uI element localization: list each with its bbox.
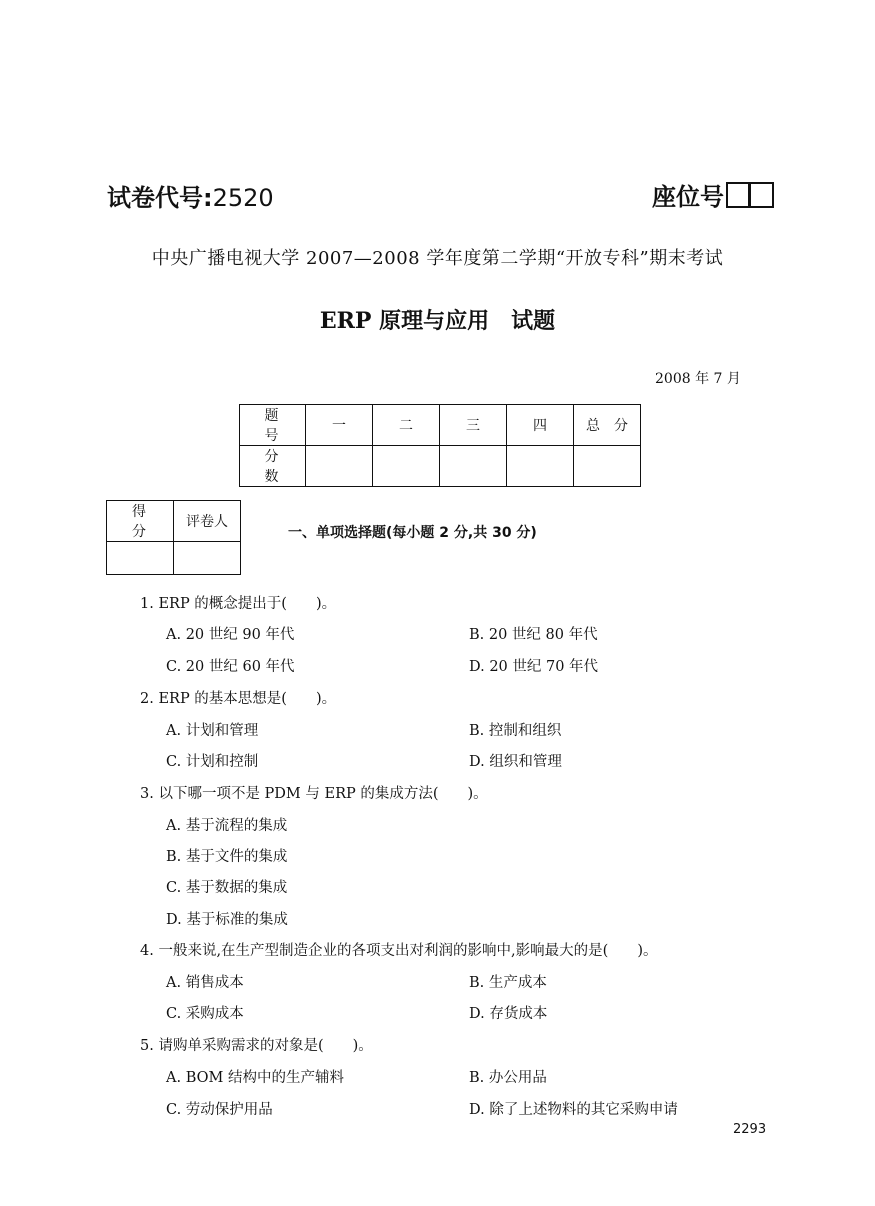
score-cell[interactable] [373,446,440,487]
score-table-row-label: 题 号 [240,405,306,446]
score-table-column: 三 [440,405,507,446]
grader-score-cell[interactable] [107,542,174,575]
seat-box-1[interactable] [726,182,750,208]
question-2-option-c: C. 计划和控制 [166,754,259,770]
question-5-option-c: C. 劳动保护用品 [166,1102,273,1118]
grader-name-cell[interactable] [174,542,241,575]
question-1-option-b: B. 20 世纪 80 年代 [469,627,598,643]
question-3: 3. 以下哪一项不是 PDM 与 ERP 的集成方法( )。 [140,786,488,802]
question-2-option-d: D. 组织和管理 [469,754,562,770]
exam-date: 2008 年 7 月 [655,371,741,387]
seat-label: 座位号 [652,183,724,211]
question-1-option-c: C. 20 世纪 60 年代 [166,659,295,675]
question-2-option-a: A. 计划和管理 [166,723,259,739]
question-3-option-b: B. 基于文件的集成 [166,849,288,865]
section-heading: 一、单项选择题(每小题 2 分,共 30 分) [288,525,537,541]
question-1-option-d: D. 20 世纪 70 年代 [469,659,599,675]
question-1: 1. ERP 的概念提出于( )。 [140,596,337,612]
score-table-column: 总 分 [574,405,641,446]
score-cell[interactable] [507,446,574,487]
exam-title: 中央广播电视大学 2007—2008 学年度第二学期“开放专科”期末考试 [151,248,724,269]
question-3-option-c: C. 基于数据的集成 [166,880,288,896]
score-table-column: 二 [373,405,440,446]
question-4: 4. 一般来说,在生产型制造企业的各项支出对利润的影响中,影响最大的是( )。 [140,943,658,959]
paper-code [107,178,274,213]
grader-table [106,500,241,575]
seat-number [652,177,774,212]
question-2: 2. ERP 的基本思想是( )。 [140,691,337,707]
question-4-option-d: D. 存货成本 [469,1006,548,1022]
score-cell[interactable] [574,446,641,487]
question-5-option-a: A. BOM 结构中的生产辅料 [166,1070,344,1086]
paper-code-label: 试卷代号: [107,184,213,212]
page-number: 2293 [733,1122,767,1137]
score-table-column: 一 [306,405,373,446]
question-1-option-a: A. 20 世纪 90 年代 [166,627,295,643]
subject-title: ERP 原理与应用 试题 [319,308,556,334]
score-table-row-label: 分 数 [240,446,306,487]
question-5-option-d: D. 除了上述物料的其它采购申请 [469,1102,678,1118]
question-5-option-b: B. 办公用品 [469,1070,547,1086]
score-table-header-row [240,405,641,446]
grader-score-label: 得 分 [107,501,174,542]
score-cell[interactable] [440,446,507,487]
question-3-option-d: D. 基于标准的集成 [166,912,288,928]
paper-code-value: 2520 [212,184,274,212]
question-4-option-a: A. 销售成本 [166,975,244,991]
score-table [239,404,641,487]
question-4-option-b: B. 生产成本 [469,975,547,991]
grader-label: 评卷人 [174,501,241,542]
score-table-score-row [240,446,641,487]
question-5: 5. 请购单采购需求的对象是( )。 [140,1038,373,1054]
seat-box-2[interactable] [750,182,774,208]
question-2-option-b: B. 控制和组织 [469,723,562,739]
question-4-option-c: C. 采购成本 [166,1006,244,1022]
seat-boxes[interactable] [726,182,774,208]
score-table-column: 四 [507,405,574,446]
question-3-option-a: A. 基于流程的集成 [166,818,288,834]
